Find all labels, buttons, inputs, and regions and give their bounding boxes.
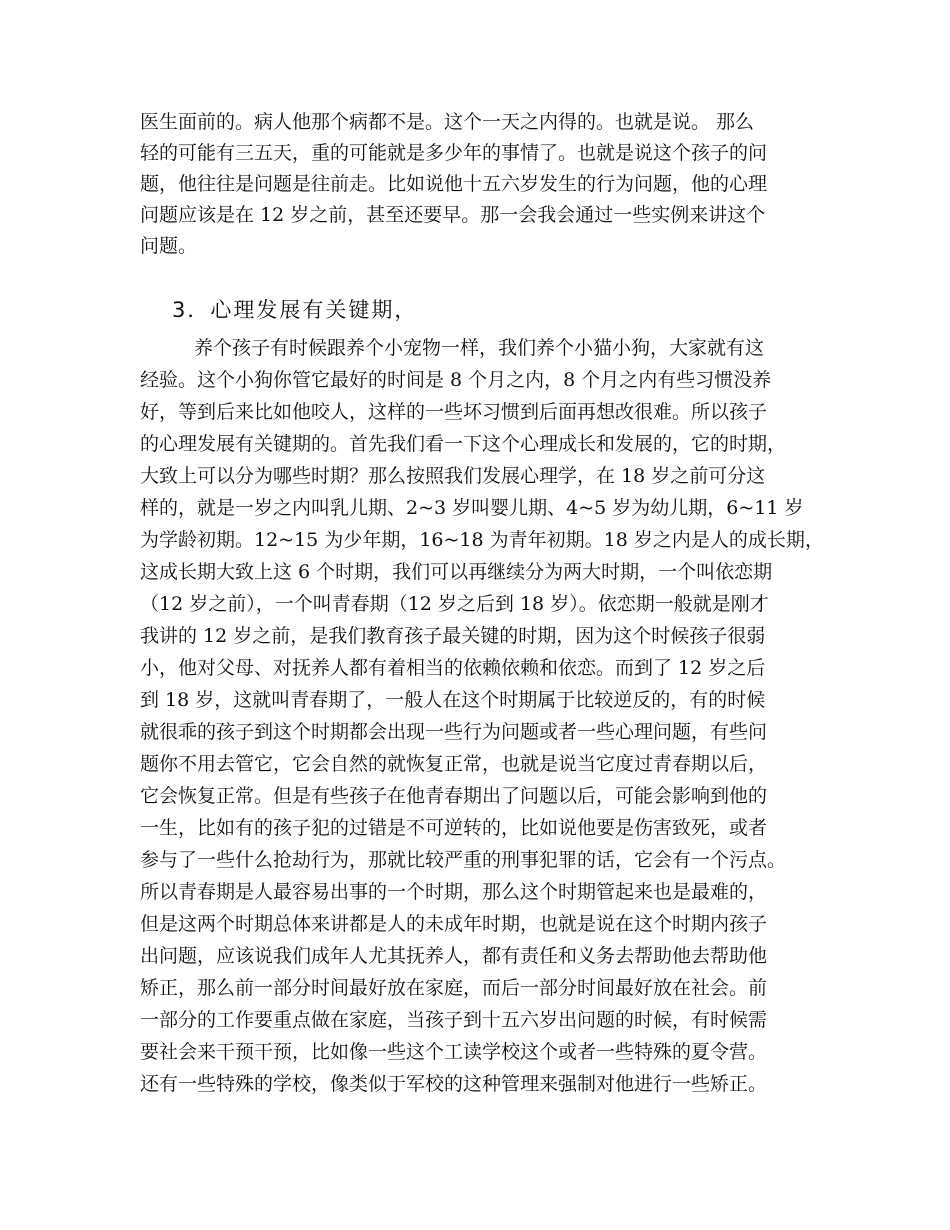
paragraph-line: 养个孩子有时候跟养个小宠物一样，我们养个小猫小狗，大家就有这 [194, 337, 765, 359]
paragraph-line: 矫正，那么前一部分时间最好放在家庭，而后一部分时间最好放在社会。前 [140, 977, 768, 999]
paragraph-line: 出问题，应该说我们成年人尤其抚养人，都有责任和义务去帮助他去帮助他 [140, 945, 768, 967]
paragraph-line: 问题。 [140, 235, 198, 257]
paragraph-line: 为学龄初期。12~15 为少年期，16~18 为青年初期。18 岁之内是人的成长期， [140, 529, 824, 551]
paragraph-line: 问题应该是在 12 岁之前，甚至还要早。那一会我会通过一些实例来讲这个 [140, 204, 766, 226]
paragraph-line: 题你不用去管它，它会自然的就恢复正常，也就是说当它度过青春期以后， [140, 753, 768, 775]
paragraph-line: 它会恢复正常。但是有些孩子在他青春期出了问题以后，可能会影响到他的 [140, 785, 768, 807]
paragraph-line: 参与了一些什么抢劫行为，那就比较严重的刑事犯罪的话，它会有一个污点。 [140, 849, 787, 871]
paragraph-line: 一生，比如有的孩子犯的过错是不可逆转的，比如说他要是伤害致死，或者 [140, 817, 768, 839]
paragraph-line: 好，等到后来比如他咬人，这样的一些坏习惯到后面再想改很难。所以孩子 [140, 401, 768, 423]
paragraph-line: 但是这两个时期总体来讲都是人的未成年时期，也就是说在这个时期内孩子 [140, 913, 768, 935]
paragraph-line: 轻的可能有三五天，重的可能就是多少年的事情了。也就是说这个孩子的问 [140, 142, 768, 164]
paragraph-line: 就很乖的孩子到这个时期都会出现一些行为问题或者一些心理问题，有些问 [140, 721, 768, 743]
paragraph-line: 医生面前的。病人他那个病都不是。这个一天之内得的。也就是说。 那么 [140, 111, 755, 133]
paragraph-line: 所以青春期是人最容易出事的一个时期，那么这个时期管起来也是最难的， [140, 881, 768, 903]
paragraph-line: （12 岁之前），一个叫青春期（12 岁之后到 18 岁）。依恋期一般就是刚才 [140, 593, 769, 615]
paragraph-line: 还有一些特殊的学校，像类似于军校的这种管理来强制对他进行一些矫正。 [140, 1073, 768, 1095]
paragraph-line: 这成长期大致上这 6 个时期，我们可以再继续分为两大时期，一个叫依恋期 [140, 561, 773, 583]
paragraph-line: 样的，就是一岁之内叫乳儿期、2~3 岁叫婴儿期、4~5 岁为幼儿期，6~11 岁 [140, 497, 804, 519]
paragraph-line: 小，他对父母、对抚养人都有着相当的依赖依赖和依恋。而到了 12 岁之后 [140, 657, 766, 679]
paragraph-line: 我讲的 12 岁之前，是我们教育孩子最关键的时期，因为这个时候孩子很弱 [140, 625, 766, 647]
paragraph-line: 要社会来干预干预，比如像一些这个工读学校这个或者一些特殊的夏令营。 [140, 1041, 768, 1063]
paragraph-line: 一部分的工作要重点做在家庭，当孩子到十五六岁出问题的时候，有时候需 [140, 1009, 768, 1031]
paragraph-line: 经验。这个小狗你管它最好的时间是 8 个月之内，8 个月之内有些习惯没养 [140, 369, 772, 391]
paragraph-line: 到 18 岁，这就叫青春期了，一般人在这个时期属于比较逆反的，有的时候 [140, 689, 766, 711]
paragraph-line: 题，他往往是问题是往前走。比如说他十五六岁发生的行为问题，他的心理 [140, 173, 768, 195]
paragraph-line: 大致上可以分为哪些时期？那么按照我们发展心理学，在 18 岁之前可分这 [140, 465, 766, 487]
section-heading: 3．心理发展有关键期， [172, 298, 418, 322]
paragraph-line: 的心理发展有关键期的。首先我们看一下这个心理成长和发展的，它的时期， [140, 433, 787, 455]
